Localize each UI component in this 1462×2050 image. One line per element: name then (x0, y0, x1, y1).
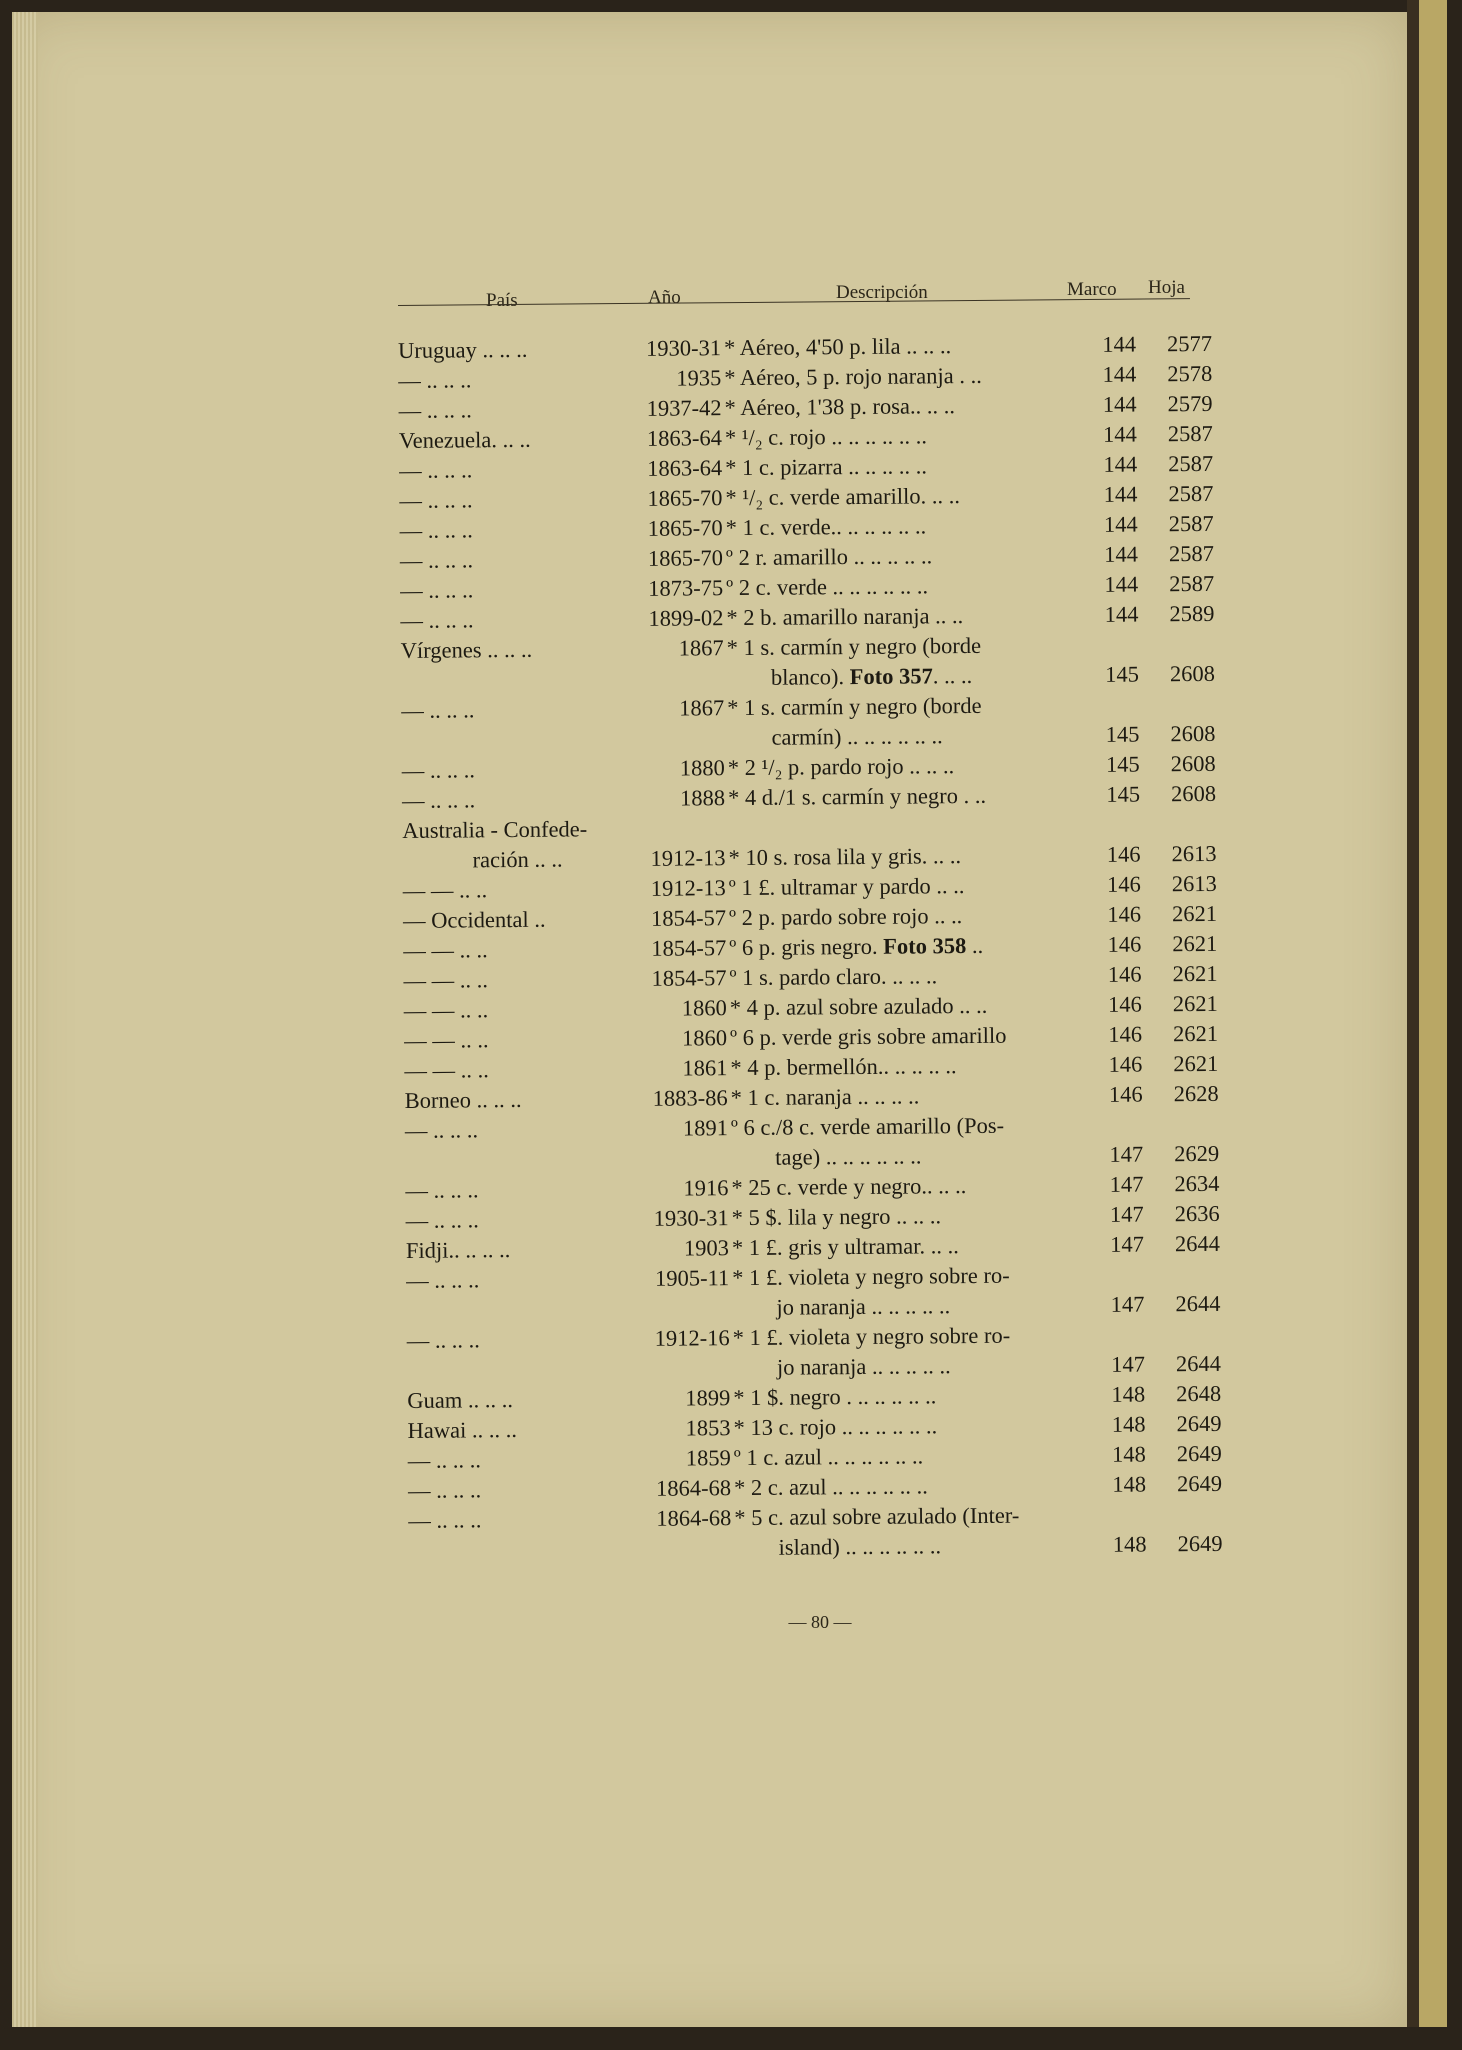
description-text: * 2 b. amarillo naranja .. .. (726, 603, 964, 631)
year-cell: 1903 (683, 1235, 730, 1261)
marco-cell: 146 (1107, 961, 1142, 987)
year-cell: 1867 (679, 695, 725, 721)
hoja-cell: 2644 (1174, 1230, 1221, 1257)
marco-cell: 146 (1107, 931, 1142, 957)
description-text: island) .. .. .. .. .. .. (778, 1533, 942, 1560)
description-cell (724, 363, 982, 391)
description-cell (777, 1353, 951, 1381)
year-cell: 1930-31 (653, 1205, 729, 1231)
page-stack-edge (12, 12, 38, 2027)
description-cell (734, 1473, 928, 1501)
header-hoja: Hoja (1148, 277, 1185, 298)
year-cell: 1937-42 (646, 395, 722, 421)
description-cell (727, 693, 982, 721)
country-cell: — .. .. .. (398, 397, 472, 423)
marco-cell: 146 (1106, 841, 1141, 867)
description-cell (730, 1023, 1006, 1051)
scan-border (0, 2027, 1462, 2050)
country-cell: — .. .. .. (408, 1507, 482, 1533)
description-text: * 2 ¹/₂ p. pardo rojo .. .. .. (727, 753, 955, 781)
country-cell: Vírgenes .. .. .. (400, 636, 533, 663)
description-text: * ¹/₂ c. verde amarillo. .. .. (725, 483, 961, 511)
country-cell: — .. .. .. (400, 577, 474, 603)
country-cell: — .. .. .. (399, 457, 473, 483)
country-cell: Venezuela. .. .. (398, 426, 531, 453)
hoja-cell: 2608 (1170, 720, 1216, 747)
year-cell: 1899-02 (648, 605, 724, 631)
hoja-cell: 2649 (1176, 1440, 1222, 1467)
description-cell (725, 393, 955, 421)
description-cell (771, 723, 942, 750)
year-cell: 1854-57 (650, 905, 727, 931)
photo-reference: Foto 358 (883, 933, 967, 959)
hoja-cell (1145, 631, 1215, 632)
year-cell: 1880 (679, 755, 725, 781)
year-cell: 1854-57 (651, 935, 727, 961)
hoja-cell (1152, 1501, 1222, 1502)
marco-cell: 147 (1111, 1351, 1146, 1377)
country-cell: — — .. .. (404, 1027, 489, 1053)
year-cell: 1861 (682, 1055, 728, 1081)
hoja-cell: 2589 (1169, 600, 1215, 627)
description-text: * 4 p. bermellón.. .. .. .. .. (730, 1053, 957, 1081)
year-cell: 1863-64 (646, 425, 722, 451)
hoja-cell: 2621 (1172, 990, 1218, 1017)
header-pais: País (486, 290, 518, 311)
description-text: * 4 p. azul sobre azulado .. .. (729, 992, 988, 1021)
hoja-cell: 2628 (1173, 1080, 1219, 1107)
year-cell: 1853 (685, 1415, 731, 1441)
hoja-cell: 2587 (1167, 420, 1213, 447)
year-cell: 1912-16 (654, 1325, 730, 1351)
year-cell: 1916 (683, 1175, 729, 1201)
description-cell (728, 843, 961, 871)
hoja-cell: 2579 (1167, 390, 1213, 417)
year-cell: 1891 (682, 1115, 729, 1141)
description-cell (728, 783, 986, 811)
description-text: blanco). (770, 664, 845, 690)
description-text: * 13 c. rojo .. .. .. .. .. .. (733, 1413, 938, 1441)
marco-cell: 144 (1103, 481, 1138, 507)
marco-cell: 144 (1102, 361, 1137, 387)
year-cell (615, 725, 724, 726)
year-cell: 1865-70 (647, 485, 723, 511)
marco-cell: 146 (1107, 991, 1142, 1017)
hoja-cell: 2644 (1175, 1290, 1221, 1317)
description-cell (733, 1383, 936, 1411)
header-ano: Año (648, 287, 681, 308)
description-cell (776, 1293, 950, 1321)
country-cell: — .. .. .. (407, 1477, 482, 1503)
hoja-cell: 2608 (1170, 750, 1216, 777)
description-text: carmín) .. .. .. .. .. .. (771, 723, 943, 750)
hoja-cell: 2577 (1166, 330, 1213, 357)
country-cell: — .. .. .. (406, 1267, 480, 1293)
description-cell (726, 573, 928, 601)
country-cell: — .. .. .. (407, 1447, 482, 1473)
hoja-cell: 2587 (1168, 510, 1214, 537)
marco-cell: 146 (1106, 871, 1141, 897)
year-cell (622, 1535, 731, 1536)
description-text: jo naranja .. .. .. .. .. (776, 1353, 951, 1380)
country-cell: — .. .. .. (400, 607, 474, 633)
year-cell: 1860 (682, 1025, 728, 1051)
country-cell: — .. .. .. (401, 787, 476, 813)
description-leader: .. (966, 932, 984, 959)
hoja-cell: 2621 (1172, 1020, 1219, 1047)
marco-cell: 147 (1109, 1171, 1144, 1197)
description-text: º 2 c. verde .. .. .. .. .. .. (726, 573, 929, 601)
hoja-cell: 2649 (1176, 1410, 1222, 1437)
description-cell (728, 753, 955, 781)
year-cell: 1912-13 (650, 875, 726, 901)
year-cell (621, 1355, 730, 1356)
year-cell (615, 665, 724, 666)
marco-cell: 144 (1104, 601, 1139, 627)
country-cell: — .. .. .. (406, 1327, 480, 1353)
marco-cell: 144 (1102, 331, 1137, 357)
header-descripcion: Descripción (836, 282, 928, 303)
year-cell: 1935 (676, 365, 722, 391)
description-text: * 1 s. carmín y negro (borde (727, 692, 982, 721)
description-text: * 1 c. verde.. .. .. .. .. .. (725, 513, 927, 541)
marco-cell: 148 (1111, 1381, 1146, 1407)
country-cell: — .. .. .. (399, 547, 474, 573)
year-cell: 1854-57 (651, 965, 727, 991)
hoja-cell: 2621 (1171, 900, 1218, 927)
marco-cell: 145 (1105, 721, 1140, 747)
photo-reference: Foto 357 (849, 663, 933, 690)
marco-cell: 145 (1105, 751, 1140, 777)
marco-cell: 148 (1111, 1441, 1146, 1467)
year-cell: 1863-64 (647, 455, 723, 481)
year-cell (619, 1145, 728, 1146)
country-cell: — — .. .. (403, 967, 489, 993)
year-cell: 1864-68 (656, 1505, 732, 1531)
description-cell (775, 1143, 921, 1170)
year-cell: 1867 (678, 635, 724, 661)
description-text: º 2 p. pardo sobre rojo .. .. (728, 903, 963, 931)
country-cell: Hawai .. .. .. (407, 1417, 517, 1443)
hoja-cell: 2613 (1171, 840, 1217, 867)
description-text: * 1 c. pizarra .. .. .. .. .. (725, 453, 928, 481)
marco-cell: 148 (1111, 1411, 1146, 1437)
hoja-cell (1150, 1261, 1220, 1262)
marco-cell: 144 (1104, 571, 1139, 597)
marco-cell: 144 (1103, 511, 1138, 537)
description-cell (732, 1263, 1010, 1291)
year-cell: 1888 (679, 785, 726, 811)
description-cell (732, 1233, 959, 1261)
year-cell: 1865-70 (647, 545, 724, 571)
description-cell (733, 1323, 1011, 1351)
marco-cell: 145 (1106, 781, 1141, 807)
marco-cell: 145 (1105, 661, 1140, 687)
country-cell: ración .. .. (472, 846, 563, 873)
description-text: * 5 c. azul sobre azulado (Inter- (734, 1502, 1020, 1531)
description-cell (734, 1443, 924, 1471)
country-cell: — Occidental .. (402, 906, 546, 933)
page-number: — 80 — (788, 1612, 852, 1632)
description-cell (731, 1083, 920, 1111)
country-cell: — — .. .. (402, 877, 488, 903)
hoja-cell: 2629 (1174, 1140, 1220, 1167)
hoja-cell: 2644 (1175, 1350, 1222, 1377)
stamp-table (398, 331, 1229, 1568)
description-cell (725, 453, 927, 481)
header-marco: Marco (1067, 279, 1117, 300)
hoja-cell: 2648 (1176, 1380, 1222, 1407)
marco-cell: 146 (1107, 901, 1142, 927)
country-cell: — .. .. .. (405, 1207, 479, 1233)
description-text: * 10 s. rosa lila y gris. .. .. (728, 843, 962, 871)
hoja-cell: 2587 (1168, 450, 1214, 477)
description-text: * 1 £. violeta y negro sobre ro- (732, 1262, 1010, 1291)
marco-cell: 144 (1103, 451, 1138, 477)
description-text: jo naranja .. .. .. .. .. (776, 1293, 951, 1320)
book-binding-edge (1407, 0, 1462, 2050)
hoja-cell (1151, 1321, 1221, 1322)
year-cell: 1859 (685, 1445, 731, 1471)
hoja-cell: 2587 (1168, 540, 1215, 567)
marco-cell: 146 (1108, 1081, 1143, 1107)
country-cell: — — .. .. (404, 1057, 489, 1083)
description-cell (724, 333, 951, 361)
year-cell: 1899 (685, 1385, 731, 1411)
description-leader: . .. .. (932, 663, 973, 689)
year-cell: 1860 (681, 995, 727, 1021)
description-cell (729, 873, 965, 901)
hoja-cell: 2649 (1176, 1470, 1223, 1497)
year-cell: 1905-11 (654, 1265, 730, 1291)
marco-cell: 146 (1108, 1021, 1143, 1047)
hoja-cell: 2621 (1173, 1050, 1219, 1077)
marco-cell: 148 (1112, 1531, 1147, 1557)
country-cell: — — .. .. (403, 997, 489, 1023)
country-cell: — .. .. .. (405, 1177, 479, 1203)
description-cell (729, 903, 962, 931)
hoja-cell: 2636 (1174, 1200, 1220, 1227)
marco-cell: 144 (1102, 391, 1137, 417)
hoja-cell (1146, 811, 1216, 812)
description-text: * 25 c. verde y negro.. .. .. (731, 1173, 967, 1201)
hoja-cell: 2587 (1169, 570, 1215, 597)
hoja-cell: 2608 (1170, 780, 1217, 807)
description-cell (732, 1203, 942, 1231)
description-cell (778, 1533, 941, 1560)
description-text: * 1 £. violeta y negro sobre ro- (732, 1322, 1011, 1351)
country-cell: Australia - Confede- (402, 816, 588, 843)
hoja-cell (1145, 691, 1215, 692)
description-cell (733, 1413, 937, 1441)
description-text: * 2 c. azul .. .. .. .. .. .. (733, 1473, 928, 1501)
year-cell: 1883-86 (652, 1085, 728, 1111)
description-cell (734, 1503, 1019, 1531)
description-text: * Aéreo, 4'50 p. lila .. .. .. (723, 333, 952, 361)
hoja-cell: 2649 (1177, 1530, 1223, 1557)
description-text: * 4 d./1 s. carmín y negro . .. (727, 782, 987, 811)
description-cell (726, 543, 933, 571)
country-cell: — .. .. .. (401, 757, 476, 783)
country-cell: — .. .. .. (401, 697, 475, 723)
hoja-cell: 2634 (1174, 1170, 1220, 1197)
country-cell: Guam .. .. .. (407, 1387, 514, 1413)
year-cell: 1865-70 (647, 515, 723, 541)
marco-cell: 148 (1112, 1471, 1147, 1497)
description-cell (730, 1053, 956, 1081)
description-cell (731, 1113, 1004, 1141)
year-cell (620, 1295, 729, 1296)
marco-cell: 147 (1109, 1201, 1144, 1227)
hoja-cell: 2587 (1168, 480, 1214, 507)
description-cell (729, 933, 983, 961)
description-cell (725, 423, 927, 451)
hoja-cell: 2621 (1172, 960, 1218, 987)
marco-cell: 147 (1110, 1291, 1145, 1317)
year-cell: 1873-75 (648, 575, 724, 601)
description-text: º 6 c./8 c. verde amarillo (Pos- (730, 1112, 1005, 1141)
hoja-cell: 2621 (1172, 930, 1218, 957)
hoja-cell: 2608 (1169, 660, 1216, 687)
description-text: º 6 p. verde gris sobre amarillo (730, 1022, 1007, 1051)
country-cell: Uruguay .. .. .. (398, 336, 528, 363)
year-cell: 1912-13 (650, 845, 726, 871)
description-text: * 1 $. negro . .. .. .. .. .. (733, 1383, 937, 1411)
description-text: º 1 c. azul .. .. .. .. .. .. (733, 1443, 924, 1471)
description-text: * 1 £. gris y ultramar. .. .. (731, 1233, 959, 1261)
description-text: * 1 c. naranja .. .. .. .. (730, 1083, 920, 1111)
country-cell: — .. .. .. (399, 487, 473, 513)
description-text: º 2 r. amarillo .. .. .. .. .. (725, 543, 933, 571)
country-cell: — .. .. .. (404, 1117, 479, 1143)
description-text: tage) .. .. .. .. .. .. (775, 1143, 922, 1170)
marco-cell: 144 (1104, 541, 1139, 567)
country-cell: — — .. .. (403, 937, 488, 963)
hoja-cell: 2613 (1171, 870, 1217, 897)
hoja-cell (1149, 1111, 1219, 1112)
country-cell: Fidji.. .. .. .. (405, 1237, 511, 1263)
marco-cell: 147 (1109, 1141, 1144, 1167)
description-cell (726, 513, 927, 541)
country-cell: Borneo .. .. .. (404, 1086, 522, 1113)
marco-cell: 144 (1103, 421, 1137, 447)
marco-cell: 146 (1108, 1051, 1143, 1077)
description-text: * Aéreo, 5 p. rojo naranja . .. (724, 362, 982, 391)
description-text: º 1 £. ultramar y pardo .. .. (728, 873, 965, 901)
year-cell (616, 815, 725, 816)
marco-cell: 147 (1110, 1231, 1145, 1257)
description-cell (771, 663, 972, 691)
description-text: º 6 p. gris negro. (729, 933, 878, 961)
description-text: * 1 s. carmín y negro (borde (726, 632, 982, 661)
description-cell (726, 603, 963, 631)
country-cell: — .. .. .. (399, 517, 473, 543)
description-text: º 1 s. pardo claro. .. .. .. (729, 963, 938, 991)
description-cell (731, 1173, 966, 1201)
description-text: * Aéreo, 1'38 p. rosa.. .. .. (724, 393, 955, 421)
year-cell: 1930-31 (645, 335, 722, 361)
hoja-cell: 2578 (1167, 360, 1213, 387)
country-cell: — .. .. .. (398, 367, 472, 393)
description-text: * 5 $. lila y negro .. .. .. (731, 1203, 942, 1231)
description-cell (729, 963, 937, 991)
description-cell (730, 993, 988, 1021)
description-text: * ¹/₂ c. rojo .. .. .. .. .. .. (724, 423, 928, 451)
year-cell: 1864-68 (655, 1475, 732, 1501)
description-cell (727, 633, 982, 661)
description-cell (725, 483, 960, 511)
